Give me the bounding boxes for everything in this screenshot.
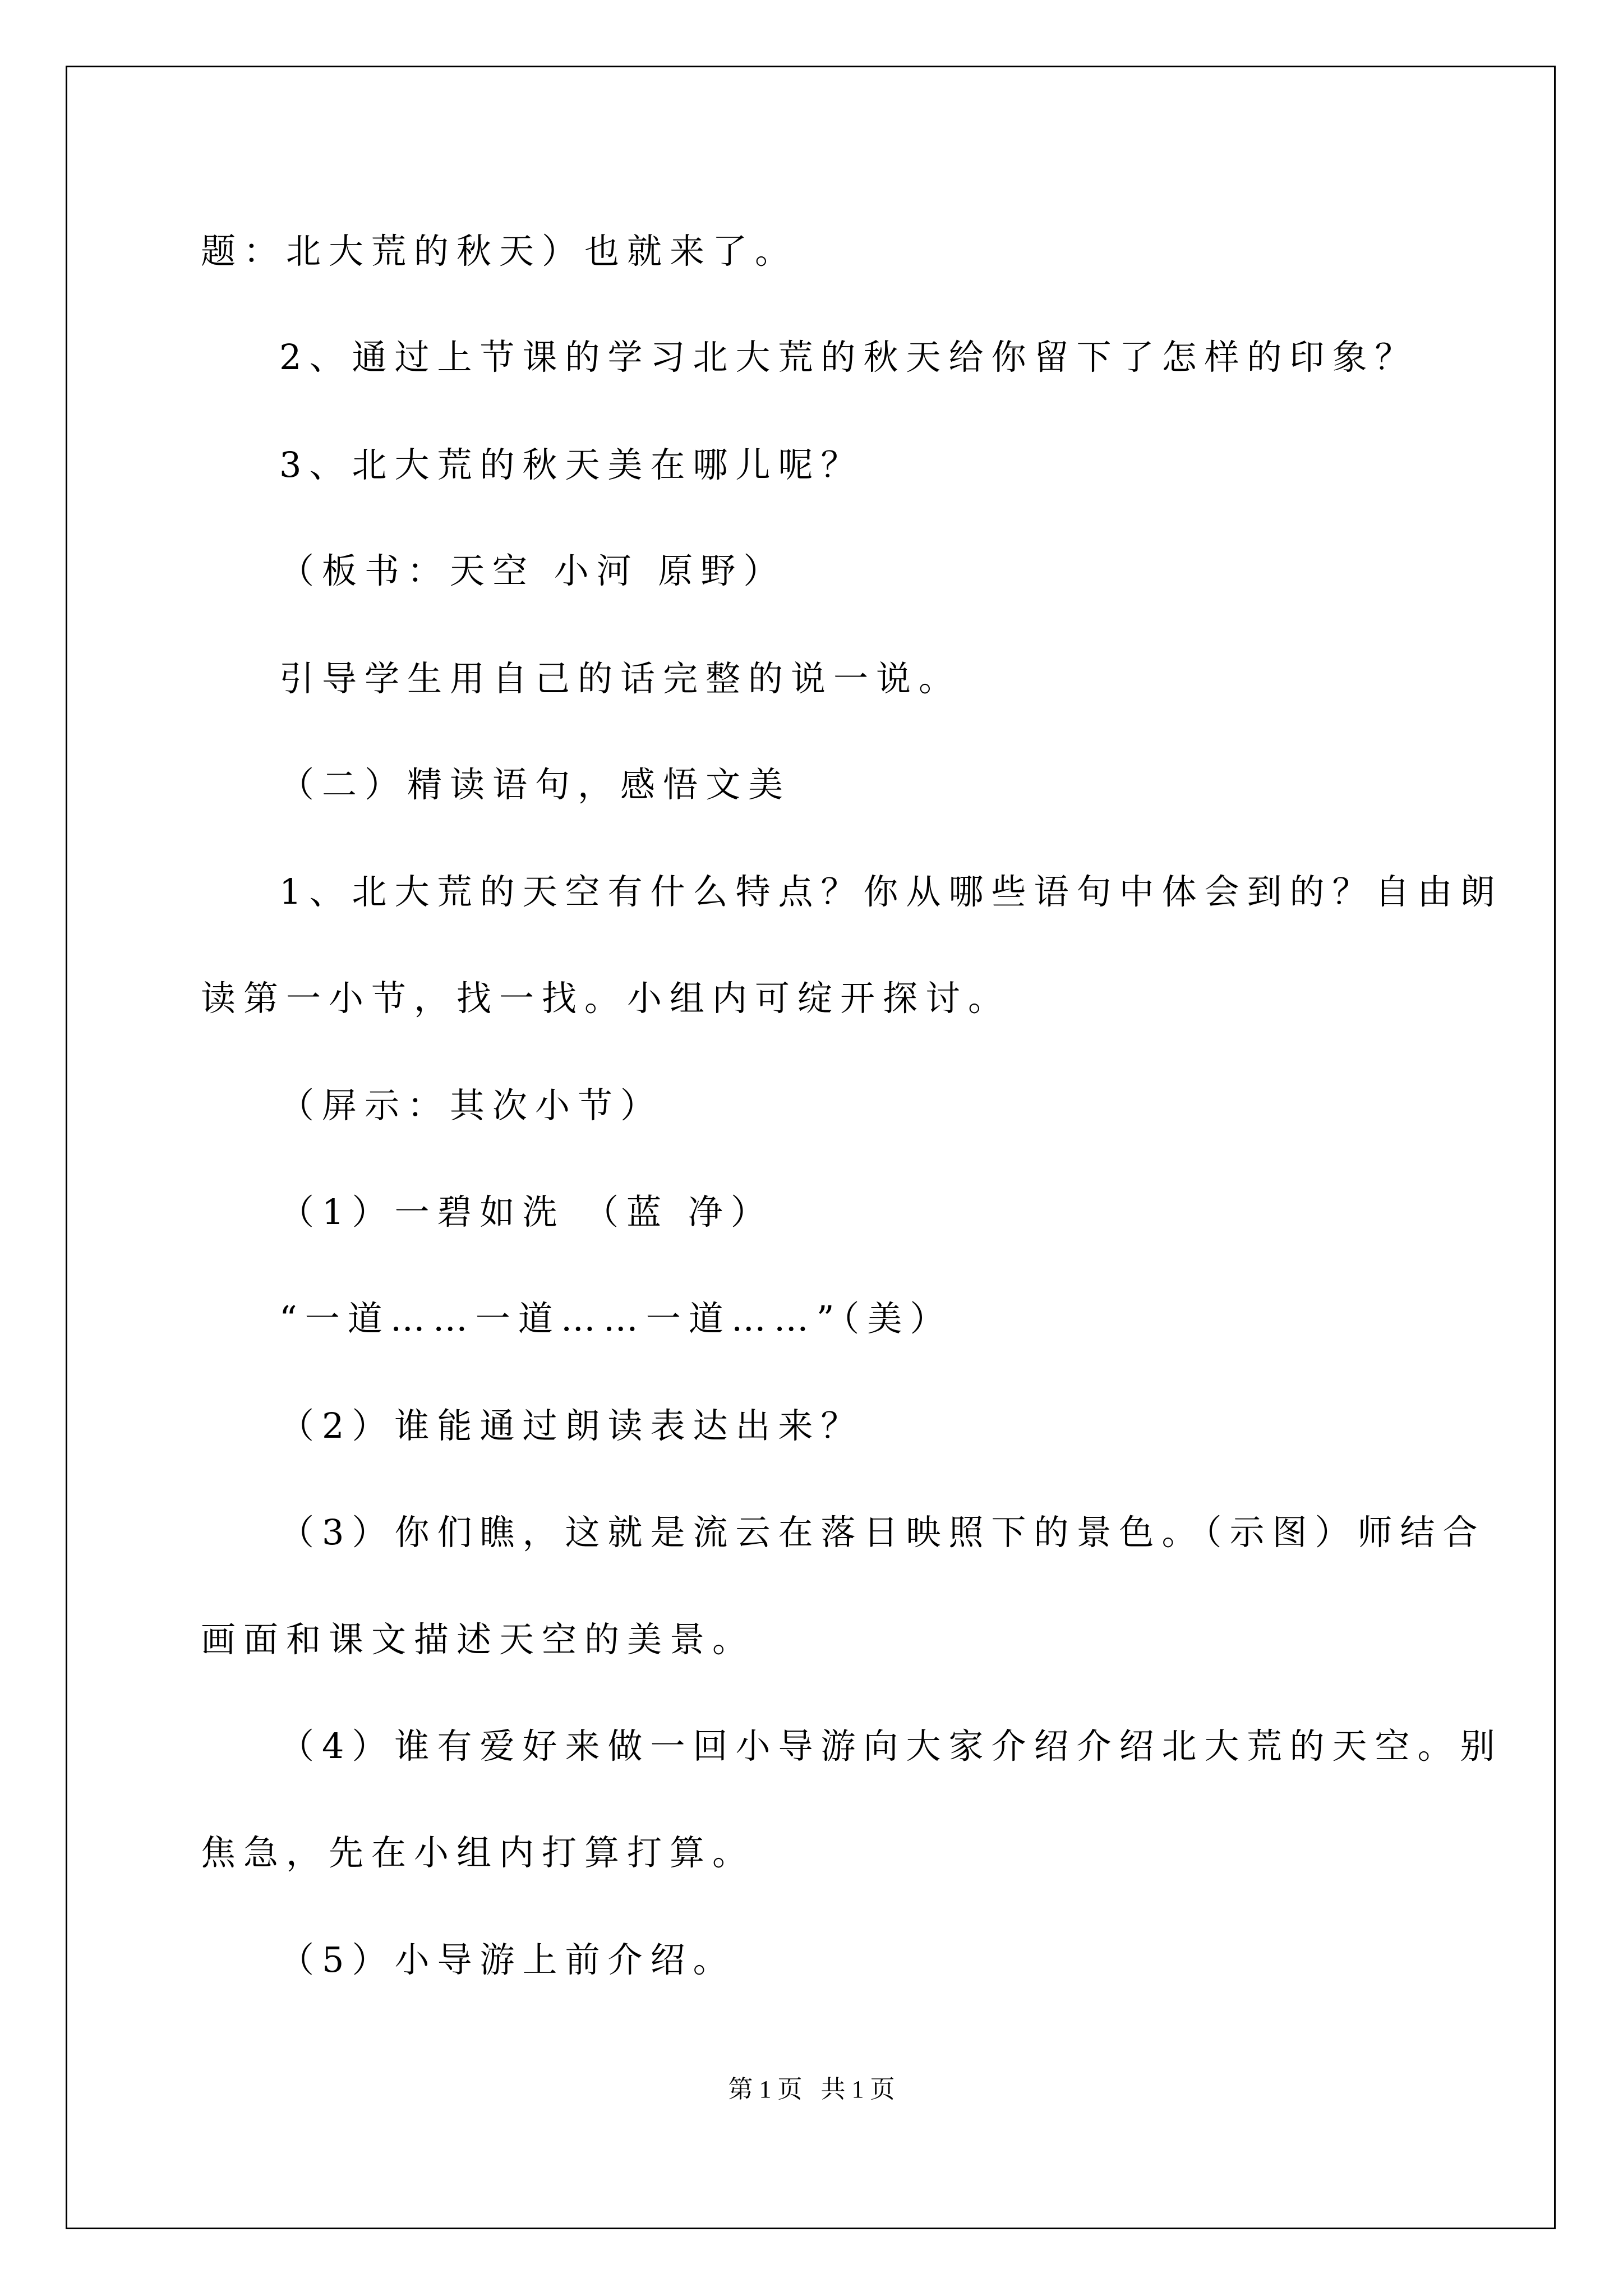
paragraph-line: 焦急，先在小组内打算打算。	[201, 1832, 755, 1873]
paragraph-line: （1）一碧如洗 （蓝 净）	[279, 1191, 773, 1232]
paragraph-line: “一道……一道……一道……”（美）	[279, 1298, 953, 1339]
paragraph-line: 引导学生用自己的话完整的说一说。	[279, 658, 962, 699]
paragraph-line: （2）谁能通过朗读表达出来？	[279, 1405, 864, 1446]
paragraph-line: （5）小导游上前介绍。	[279, 1939, 736, 1980]
paragraph-line: 1、北大荒的天空有什么特点？你从哪些语句中体会到的？自由朗	[279, 871, 1503, 912]
paragraph-line: （屏示：其次小节）	[279, 1085, 663, 1126]
paragraph-line: 2、通过上节课的学习北大荒的秋天给你留下了怎样的印象？	[279, 337, 1418, 378]
paragraph-line: 题：北大荒的秋天）也就来了。	[201, 231, 798, 272]
paragraph-line: （3）你们瞧，这就是流云在落日映照下的景色。（示图）师结合	[279, 1512, 1486, 1553]
page-border	[66, 66, 1556, 2229]
paragraph-line: （板书：天空 小河 原野）	[279, 550, 786, 591]
paragraph-line: 3、北大荒的秋天美在哪儿呢？	[279, 444, 864, 485]
paragraph-line: 读第一小节，找一找。小组内可绽开探讨。	[201, 978, 1011, 1019]
paragraph-line: （4）谁有爱好来做一回小导游向大家介绍介绍北大荒的天空。别	[279, 1726, 1503, 1766]
page-number-footer: 第 1 页 共 1 页	[728, 2076, 895, 2103]
paragraph-line: （二）精读语句，感悟文美	[279, 764, 791, 805]
paragraph-line: 画面和课文描述天空的美景。	[201, 1619, 755, 1660]
